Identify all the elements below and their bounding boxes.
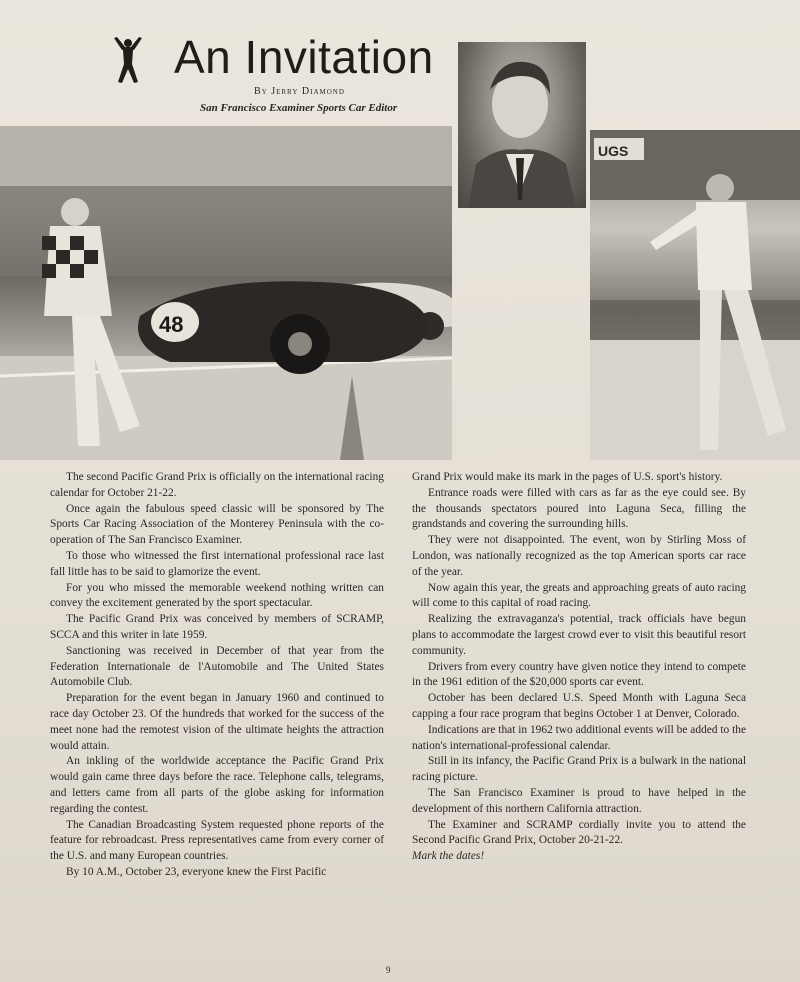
paragraph: Sanctioning was received in December of that year from the Federation Internationale de l'Automobile and The United States Automobile Club.	[50, 644, 384, 689]
paragraph: October has been declared U.S. Speed Month with Laguna Seca capping a four race program that begins October 1 at Denver, Colorado.	[412, 692, 746, 720]
paragraph: Realizing the extravaganza's potential, track officials have begun plans to accommodate the largest crowd ever to visit this beautiful resort community.	[412, 613, 746, 657]
paragraph: Drivers from every country have given notice they intend to compete in the 1961 edition of the $20,000 sports car event.	[412, 660, 746, 689]
paragraph: By 10 A.M., October 23, everyone knew the First Pacific	[66, 865, 327, 878]
signoff: Mark the dates!	[412, 850, 485, 863]
paragraph: The San Francisco Examiner is proud to have helped in the development of this northern California attraction.	[412, 786, 746, 815]
article-right-column	[412, 470, 746, 865]
paragraph: An inkling of the worldwide acceptance the Pacific Grand Prix would gain came three days before the race. Telephone calls, telegrams, and letters came from all parts of the globe asking for information regarding the contest.	[50, 755, 384, 815]
paragraph: The Canadian Broadcasting System requested phone reports of the feature for rebroadcast. Press representatives came from every corner of the U.S. and many European countries.	[50, 818, 384, 863]
paragraph-continuation: Grand Prix would make its mark in the pages of U.S. sport's history.	[412, 471, 723, 483]
article-title: An Invitation	[174, 31, 434, 83]
paragraph: Preparation for the event began in January 1960 and continued to race day October 23. Of the hundreds that worked for the success of the meet none had the remotest vision of the ultimate heights the attraction would attain.	[50, 692, 384, 752]
paragraph: Indications are that in 1962 two additional events will be added to the nation's international-professional calendar.	[412, 723, 746, 752]
paragraph: They were not disappointed. The event, won by Stirling Moss of London, was nationally recognized as the top American sports car race of the year.	[412, 534, 746, 578]
byline: By Jerry Diamond	[254, 86, 345, 97]
author-portrait-photo	[458, 42, 586, 208]
flagman-photo	[590, 130, 800, 460]
paragraph: Now again this year, the greats and approaching greats of auto racing will come to this capital of road racing.	[412, 581, 746, 610]
paragraph: Once again the fabulous speed classic will be sponsored by The Sports Car Racing Association of the Monterey Peninsula with the co-operation of The San Francisco Examiner.	[50, 502, 384, 547]
race-start-photo	[0, 126, 452, 460]
paragraph: The Examiner and SCRAMP cordially invite you to attend the Second Pacific Grand Prix, October 20-21-22.	[412, 818, 746, 847]
paragraph: The Pacific Grand Prix was conceived by members of SCRAMP, SCCA and this writer in late 1959.	[50, 613, 384, 641]
paragraph: Still in its infancy, the Pacific Grand Prix is a bulwark in the national racing picture.	[412, 755, 746, 784]
racer-logo-icon	[112, 36, 144, 86]
article-left-column	[50, 470, 384, 881]
sign-text: UGS	[598, 143, 629, 159]
car-number-label: 48	[159, 312, 184, 337]
paragraph: To those who witnessed the first international professional race last fall little has to be said to glamorize the event.	[50, 549, 384, 578]
paragraph: The second Pacific Grand Prix is officially on the international racing calendar for October 21-22.	[50, 471, 384, 499]
paragraph: For you who missed the memorable weekend nothing written can convey the excitement generated by the sport spectacular.	[50, 581, 384, 610]
paragraph: Entrance roads were filled with cars as far as the eye could see. By the thousands spectators poured into Laguna Seca, filling the grandstands and covering the surrounding hills.	[412, 486, 746, 531]
author-title: San Francisco Examiner Sports Car Editor	[200, 102, 398, 114]
page-number: 9	[386, 965, 391, 975]
